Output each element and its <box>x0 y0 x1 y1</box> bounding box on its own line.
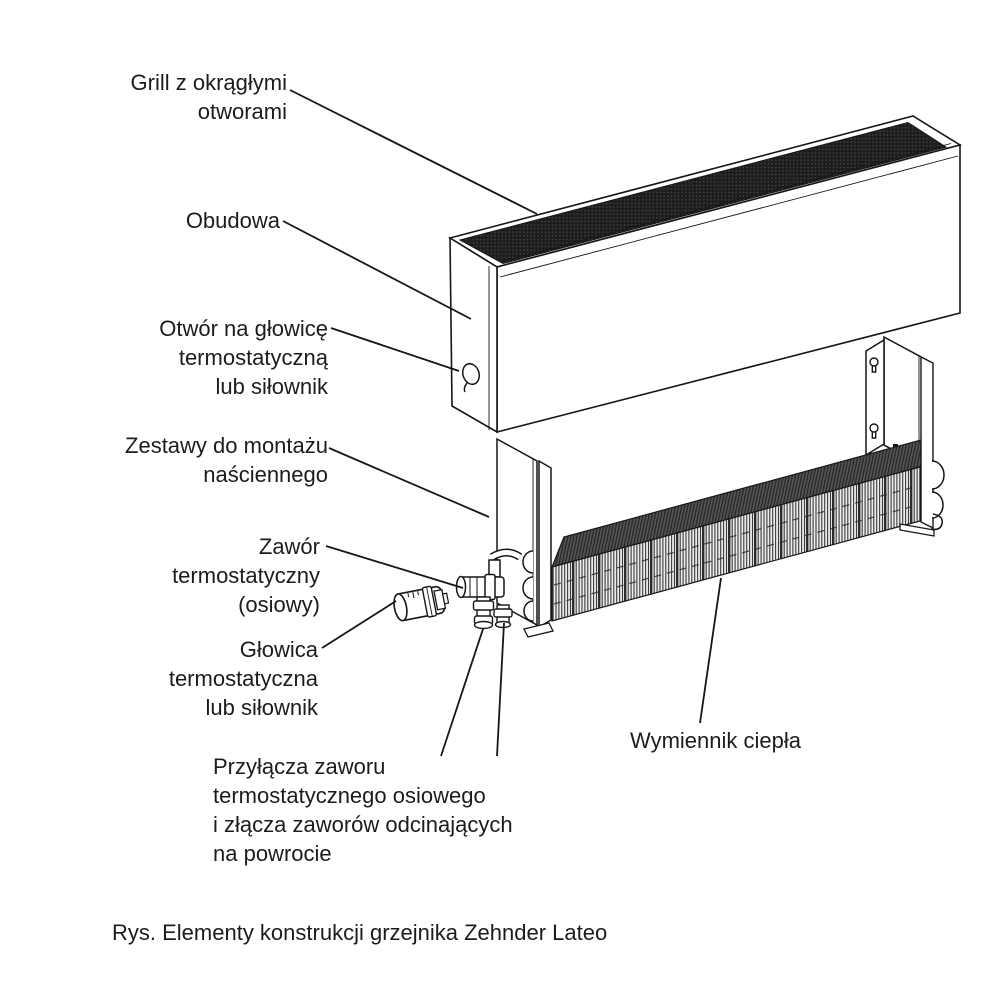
header-column-right <box>921 357 933 528</box>
label-przylacza <box>213 752 513 868</box>
label-line: Przyłącza zaworu <box>213 754 386 779</box>
label-line: Wymiennik ciepła <box>630 728 801 753</box>
leader-zestawy <box>329 448 489 517</box>
leader-otwor <box>331 328 459 371</box>
u-bend-tubes <box>523 551 533 621</box>
label-line: Otwór na głowicę <box>159 316 328 341</box>
leader-zawor <box>326 546 463 588</box>
label-line: (osiowy) <box>238 592 320 617</box>
label-line: i złącza zaworów odcinających <box>213 812 513 837</box>
label-obudowa <box>186 206 280 235</box>
thermostatic-head <box>392 583 451 623</box>
end-plate-column <box>539 461 551 627</box>
leader-przylacza-1 <box>441 629 483 756</box>
label-wymiennik <box>630 726 801 755</box>
label-line: Głowica <box>239 637 318 662</box>
label-line: Zestawy do montażu <box>125 433 328 458</box>
label-line: termostatyczny <box>172 563 320 588</box>
label-line: lub siłownik <box>205 695 318 720</box>
top-elbow-pipe <box>492 553 520 558</box>
label-line: termostatyczną <box>178 345 328 370</box>
leader-obudowa <box>283 221 471 319</box>
leader-wymiennik <box>700 578 721 723</box>
label-glowica <box>169 635 318 722</box>
leader-przylacza-2 <box>497 623 504 756</box>
label-line: Obudowa <box>185 208 280 233</box>
label-line: lub siłownik <box>215 374 328 399</box>
foot-left <box>524 623 553 637</box>
axial-valve-body <box>457 560 505 600</box>
label-grill <box>131 68 287 126</box>
label-zawor <box>172 532 320 619</box>
label-line: termostatyczna <box>168 666 318 691</box>
label-line: Zawór <box>258 534 320 559</box>
label-line: otworami <box>197 99 287 124</box>
casing-end-face <box>450 238 497 432</box>
label-line: naściennego <box>203 462 328 487</box>
label-line: Grill z okrągłymi <box>130 70 287 95</box>
leader-grill <box>290 90 537 214</box>
figure-caption: Rys. Elementy konstrukcji grzejnika Zehnder Lateo <box>112 920 608 945</box>
label-zestawy <box>125 431 328 489</box>
leader-glowica <box>322 601 396 648</box>
label-line: na powrocie <box>213 841 332 866</box>
label-otwor <box>159 314 328 401</box>
label-line: termostatycznego osiowego <box>213 783 486 808</box>
